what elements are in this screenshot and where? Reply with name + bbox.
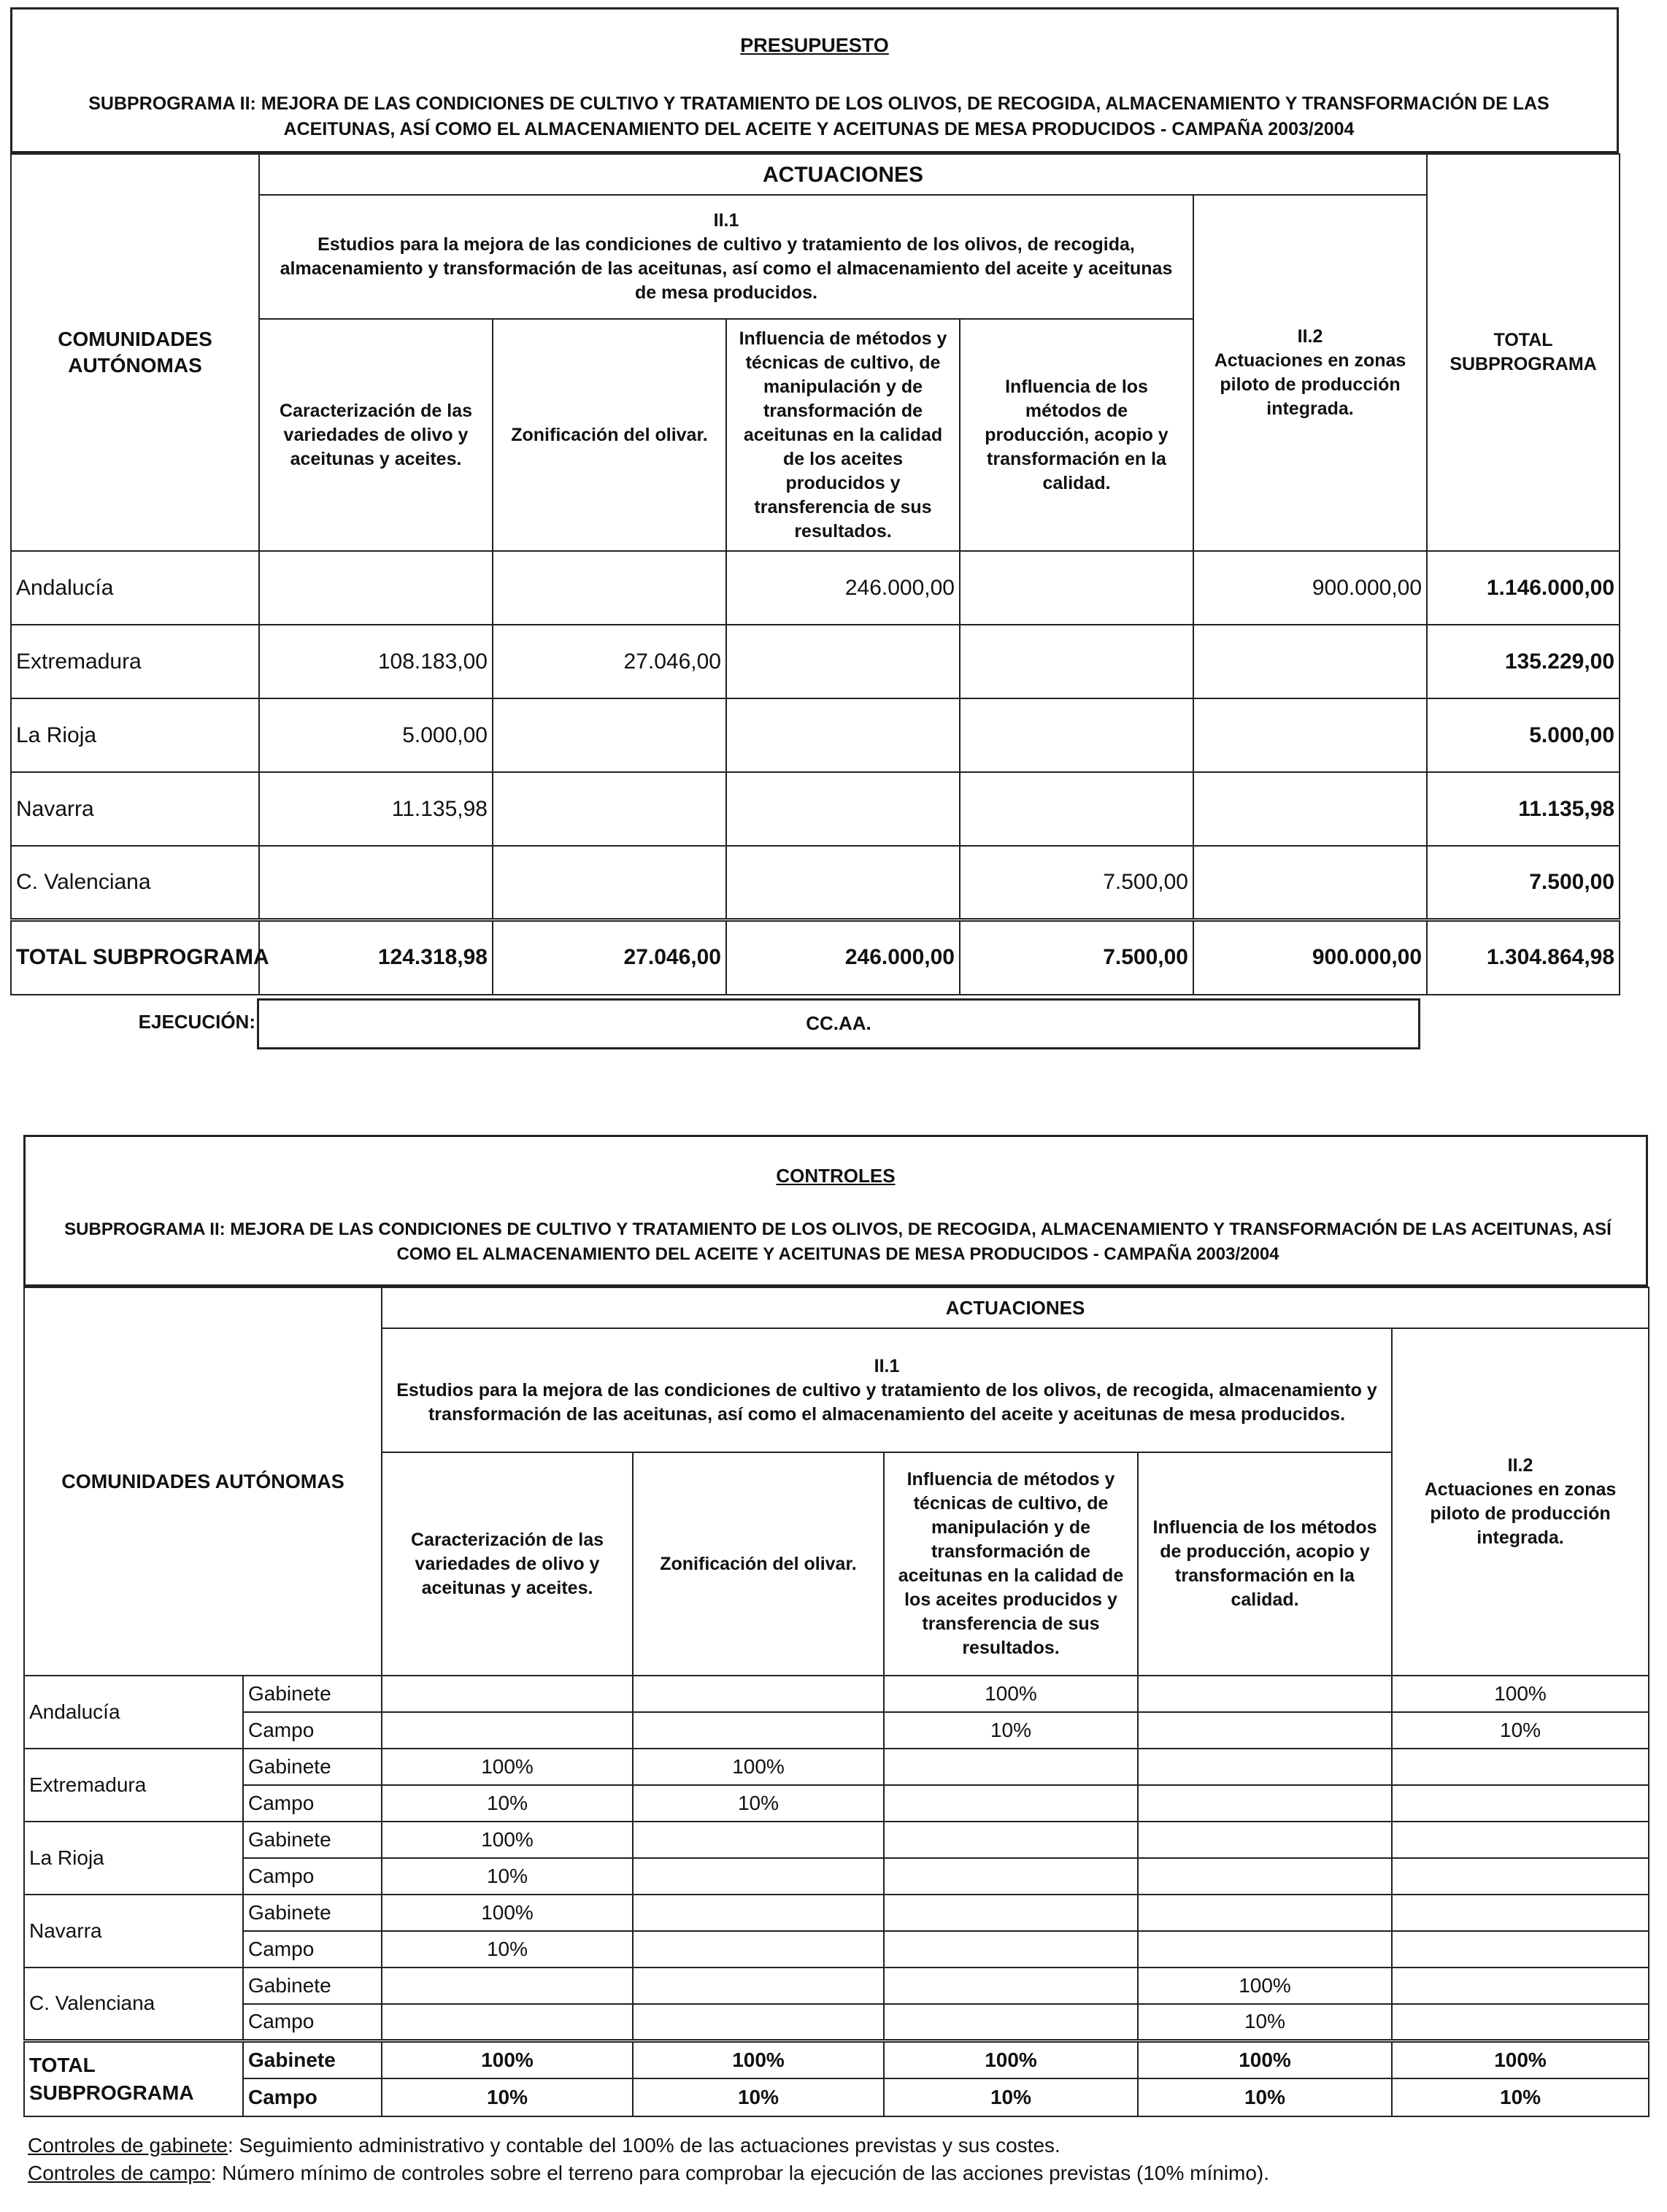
footnote-gabinete — [28, 2134, 1060, 2157]
cell: 100% — [382, 1895, 633, 1931]
row-total: 1.146.000,00 — [1427, 551, 1620, 625]
ejecucion-label: EJECUCIÓN: — [138, 1011, 255, 1033]
total-cell: 10% — [633, 2078, 884, 2116]
table-row — [24, 1785, 1649, 1822]
cell — [259, 551, 493, 625]
table-row — [24, 1968, 1649, 2004]
row-total: 11.135,98 — [1427, 772, 1620, 846]
cell — [633, 1822, 884, 1858]
presupuesto-col4-header: Influencia de los métodos de producción, acopio y transformación en la calidad. — [960, 319, 1193, 551]
cell: 900.000,00 — [1193, 551, 1427, 625]
cell: 100% — [382, 1822, 633, 1858]
presupuesto-comunidades-header: COMUNIDADES AUTÓNOMAS — [11, 154, 259, 551]
gabinete-label: Gabinete — [243, 1822, 382, 1858]
controles-col1-header: Caracterización de las variedades de olivo y aceitunas y aceites. — [382, 1452, 633, 1676]
table-row — [11, 625, 1620, 698]
cell — [1392, 2004, 1649, 2040]
row-label: La Rioja — [24, 1822, 243, 1895]
cell — [1193, 698, 1427, 772]
row-label: C. Valenciana — [11, 846, 259, 920]
grand-total: 1.304.864,98 — [1427, 920, 1620, 995]
presupuesto-ii1-header: II.1 Estudios para la mejora de las condiciones de cultivo y tratamiento de los olivos, de recogida, almacenamiento y transformación de las aceitunas, así como el almacenamiento del aceite y aceitunas de mesa producidos. — [259, 195, 1193, 319]
total-cell: 100% — [1138, 2040, 1392, 2078]
cell: 100% — [1392, 1676, 1649, 1712]
cell — [382, 1712, 633, 1749]
cell — [493, 551, 726, 625]
table-row — [24, 1676, 1649, 1712]
cell — [884, 1895, 1138, 1931]
presupuesto-col1-header: Caracterización de las variedades de olivo y aceitunas y aceites. — [259, 319, 493, 551]
cell — [884, 1968, 1138, 2004]
cell: 108.183,00 — [259, 625, 493, 698]
cell — [1138, 1676, 1392, 1712]
cell — [884, 1822, 1138, 1858]
presupuesto-table — [10, 153, 1620, 995]
cell: 100% — [382, 1749, 633, 1785]
table-row — [11, 551, 1620, 625]
total-row-label: TOTAL SUBPROGRAMA — [24, 2040, 243, 2116]
campo-label: Campo — [243, 2078, 382, 2116]
cell — [1392, 1822, 1649, 1858]
ejecucion-value: CC.AA. — [806, 1012, 871, 1034]
table-row — [11, 772, 1620, 846]
table-row — [24, 1712, 1649, 1749]
cell — [726, 846, 960, 920]
table-row — [24, 1858, 1649, 1895]
cell: 10% — [633, 1785, 884, 1822]
cell — [1392, 1785, 1649, 1822]
cell — [633, 1858, 884, 1895]
cell: 10% — [382, 1931, 633, 1968]
cell — [1193, 772, 1427, 846]
cell — [1138, 1749, 1392, 1785]
total-cell: 10% — [382, 2078, 633, 2116]
cell — [1138, 1931, 1392, 1968]
row-total: 135.229,00 — [1427, 625, 1620, 698]
cell — [633, 1676, 884, 1712]
total-cell: 100% — [633, 2040, 884, 2078]
cell — [493, 846, 726, 920]
cell — [884, 1749, 1138, 1785]
table-row — [24, 2004, 1649, 2040]
table-row — [11, 846, 1620, 920]
footnote-gabinete-label: Controles de gabinete — [28, 2134, 228, 2157]
campo-label: Campo — [243, 1712, 382, 1749]
controles-col3-header: Influencia de métodos y técnicas de cultivo, de manipulación y de transformación de aceitunas en la calidad de los aceites producidos y transferencia de sus resultados. — [884, 1452, 1138, 1676]
total-row — [24, 2078, 1649, 2116]
cell: 246.000,00 — [726, 551, 960, 625]
cell: 10% — [884, 1712, 1138, 1749]
cell — [726, 625, 960, 698]
row-label: Andalucía — [11, 551, 259, 625]
cell: 11.135,98 — [259, 772, 493, 846]
cell — [1138, 1785, 1392, 1822]
total-row — [11, 920, 1620, 995]
cell — [884, 1785, 1138, 1822]
row-label: Navarra — [24, 1895, 243, 1968]
total-cell: 900.000,00 — [1193, 920, 1427, 995]
total-row-label: TOTAL SUBPROGRAMA — [11, 920, 259, 995]
total-cell: 7.500,00 — [960, 920, 1193, 995]
cell — [1138, 1822, 1392, 1858]
row-total: 7.500,00 — [1427, 846, 1620, 920]
cell — [382, 1676, 633, 1712]
table-row — [24, 1749, 1649, 1785]
cell — [1193, 846, 1427, 920]
campo-label: Campo — [243, 1931, 382, 1968]
controles-comunidades-header: COMUNIDADES AUTÓNOMAS — [24, 1287, 382, 1676]
cell — [884, 1858, 1138, 1895]
cell — [960, 625, 1193, 698]
row-label: Andalucía — [24, 1676, 243, 1749]
cell — [1392, 1968, 1649, 2004]
gabinete-label: Gabinete — [243, 1968, 382, 2004]
total-cell: 246.000,00 — [726, 920, 960, 995]
total-cell: 100% — [884, 2040, 1138, 2078]
presupuesto-ii2-header: II.2 Actuaciones en zonas piloto de producción integrada. — [1193, 195, 1427, 551]
cell — [633, 1968, 884, 2004]
row-label: Extremadura — [11, 625, 259, 698]
controles-header-box — [23, 1135, 1648, 1287]
cell: 100% — [633, 1749, 884, 1785]
total-cell: 10% — [1138, 2078, 1392, 2116]
gabinete-label: Gabinete — [243, 1895, 382, 1931]
cell: 27.046,00 — [493, 625, 726, 698]
footnote-gabinete-text: : Seguimiento administrativo y contable del 100% de las actuaciones previstas y sus costes. — [227, 2134, 1060, 2157]
controles-table — [23, 1287, 1649, 2117]
gabinete-label: Gabinete — [243, 1676, 382, 1712]
cell — [1392, 1931, 1649, 1968]
cell — [633, 2004, 884, 2040]
row-label: Navarra — [11, 772, 259, 846]
footnote-campo-label: Controles de campo — [28, 2162, 211, 2184]
cell: 10% — [382, 1858, 633, 1895]
total-row — [24, 2040, 1649, 2078]
gabinete-label: Gabinete — [243, 2040, 382, 2078]
cell — [726, 772, 960, 846]
cell — [633, 1712, 884, 1749]
total-cell: 27.046,00 — [493, 920, 726, 995]
campo-label: Campo — [243, 1785, 382, 1822]
cell — [1138, 1858, 1392, 1895]
table-row — [24, 1931, 1649, 1968]
cell — [1392, 1749, 1649, 1785]
presupuesto-total-header: TOTAL SUBPROGRAMA — [1427, 154, 1620, 551]
cell — [884, 2004, 1138, 2040]
presupuesto-actuaciones-header: ACTUACIONES — [259, 154, 1427, 195]
controles-col4-header: Influencia de los métodos de producción, acopio y transformación en la calidad. — [1138, 1452, 1392, 1676]
cell: 100% — [884, 1676, 1138, 1712]
cell — [960, 772, 1193, 846]
cell — [960, 551, 1193, 625]
cell — [884, 1931, 1138, 1968]
row-label: La Rioja — [11, 698, 259, 772]
controles-ii2-header: II.2 Actuaciones en zonas piloto de producción integrada. — [1392, 1328, 1649, 1676]
total-cell: 10% — [1392, 2078, 1649, 2116]
campo-label: Campo — [243, 2004, 382, 2040]
total-cell: 10% — [884, 2078, 1138, 2116]
cell — [382, 2004, 633, 2040]
total-cell: 100% — [1392, 2040, 1649, 2078]
presupuesto-subprograma: SUBPROGRAMA II: MEJORA DE LAS CONDICIONES DE CULTIVO Y TRATAMIENTO DE LOS OLIVOS, DE RECOGIDA, ALMACENAMIENTO Y TRANSFORMACIÓN DE LAS ACEITUNAS, ASÍ COMO EL ALMACENAMIENTO DEL ACEITE Y ACEITUNAS DE MESA PRODUCIDOS - CAMPAÑA 2003/2004 — [88, 93, 1549, 139]
cell — [259, 846, 493, 920]
cell — [633, 1931, 884, 1968]
campo-label: Campo — [243, 1858, 382, 1895]
cell: 10% — [382, 1785, 633, 1822]
cell: 10% — [1138, 2004, 1392, 2040]
presupuesto-header-box — [10, 7, 1619, 153]
cell — [1193, 625, 1427, 698]
controles-ii1-header: II.1 Estudios para la mejora de las condiciones de cultivo y tratamiento de los olivos, de recogida, almacenamiento y transformación de las aceitunas, así como el almacenamiento del aceite y aceitunas de mesa producidos. — [382, 1328, 1392, 1452]
row-label: C. Valenciana — [24, 1968, 243, 2040]
row-label: Extremadura — [24, 1749, 243, 1822]
cell — [726, 698, 960, 772]
footnote-campo — [28, 2162, 1269, 2185]
cell: 10% — [1392, 1712, 1649, 1749]
row-total: 5.000,00 — [1427, 698, 1620, 772]
cell — [493, 698, 726, 772]
controles-title: CONTROLES — [776, 1165, 896, 1187]
cell — [1392, 1895, 1649, 1931]
cell — [1138, 1712, 1392, 1749]
controles-subprograma: SUBPROGRAMA II: MEJORA DE LAS CONDICIONES DE CULTIVO Y TRATAMIENTO DE LOS OLIVOS, DE RECOGIDA, ALMACENAMIENTO Y TRANSFORMACIÓN DE LAS ACEITUNAS, ASÍ COMO EL ALMACENAMIENTO DEL ACEITE Y ACEITUNAS DE MESA PRODUCIDOS - CAMPAÑA 2003/2004 — [64, 1219, 1612, 1264]
cell: 5.000,00 — [259, 698, 493, 772]
presupuesto-title: PRESUPUESTO — [740, 34, 889, 56]
cell: 100% — [1138, 1968, 1392, 2004]
cell: 7.500,00 — [960, 846, 1193, 920]
table-row — [24, 1822, 1649, 1858]
controles-col2-header: Zonificación del olivar. — [633, 1452, 884, 1676]
gabinete-label: Gabinete — [243, 1749, 382, 1785]
cell — [960, 698, 1193, 772]
total-cell: 100% — [382, 2040, 633, 2078]
cell — [382, 1968, 633, 2004]
presupuesto-col2-header: Zonificación del olivar. — [493, 319, 726, 551]
footnote-campo-text: : Número mínimo de controles sobre el terreno para comprobar la ejecución de las acciones previstas (10% mínimo). — [210, 2162, 1270, 2184]
ejecucion-box — [257, 998, 1420, 1049]
cell — [493, 772, 726, 846]
total-cell: 124.318,98 — [259, 920, 493, 995]
table-row — [11, 698, 1620, 772]
cell — [1392, 1858, 1649, 1895]
cell — [1138, 1895, 1392, 1931]
table-row — [24, 1895, 1649, 1931]
controles-actuaciones-header: ACTUACIONES — [382, 1287, 1649, 1328]
cell — [633, 1895, 884, 1931]
presupuesto-col3-header: Influencia de métodos y técnicas de cultivo, de manipulación y de transformación de aceitunas en la calidad de los aceites producidos y transferencia de sus resultados. — [726, 319, 960, 551]
